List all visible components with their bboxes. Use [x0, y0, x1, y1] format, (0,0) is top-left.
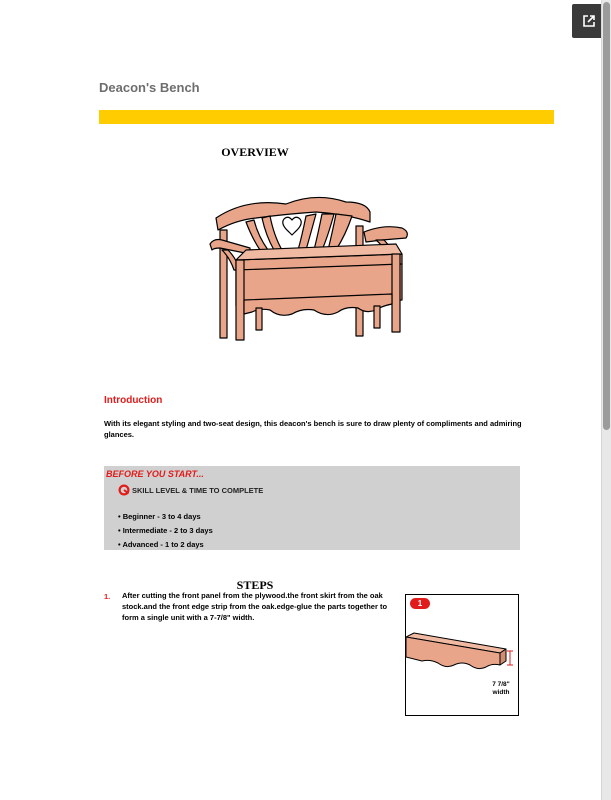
skill-level-list: [118, 510, 213, 552]
list-item: • Advanced - 1 to 2 days: [118, 540, 204, 549]
step-text: After cutting the front panel from the plywood.the front skirt from the oak stock.and the front edge strip from the oak.edge-glue the parts together to form a single unit with a 7-7/8" width.: [122, 591, 388, 622]
before-you-start-box: [104, 466, 520, 550]
open-in-new-icon: [582, 14, 596, 28]
figure-dimension: 7 7/8" width: [492, 681, 510, 696]
introduction-text: With its elegant styling and two-seat design, this deacon's bench is sure to draw plenty of compliments and admiring glances.: [104, 419, 522, 439]
steps-heading: STEPS: [236, 578, 274, 592]
page-title: Deacon's Bench: [99, 80, 200, 95]
step-number: 1.: [104, 592, 111, 601]
step-figure: [405, 594, 519, 716]
figure-number-badge: 1: [410, 598, 430, 609]
skill-level-icon: [118, 484, 130, 496]
skill-level-row: [118, 484, 263, 496]
bench-illustration: [206, 188, 426, 358]
before-you-start-title: BEFORE YOU START...: [106, 469, 204, 479]
edge-strip-illustration: [406, 627, 518, 717]
skill-level-label: SKILL LEVEL & TIME TO COMPLETE: [132, 485, 264, 495]
list-item: • Intermediate - 2 to 3 days: [118, 526, 213, 535]
introduction-heading: Introduction: [104, 395, 163, 406]
title-rule: [99, 110, 554, 124]
overview-heading: OVERVIEW: [221, 145, 289, 159]
list-item: • Beginner - 3 to 4 days: [118, 512, 201, 521]
scrollbar-thumb[interactable]: [603, 2, 610, 430]
vertical-scrollbar[interactable]: [601, 0, 611, 800]
